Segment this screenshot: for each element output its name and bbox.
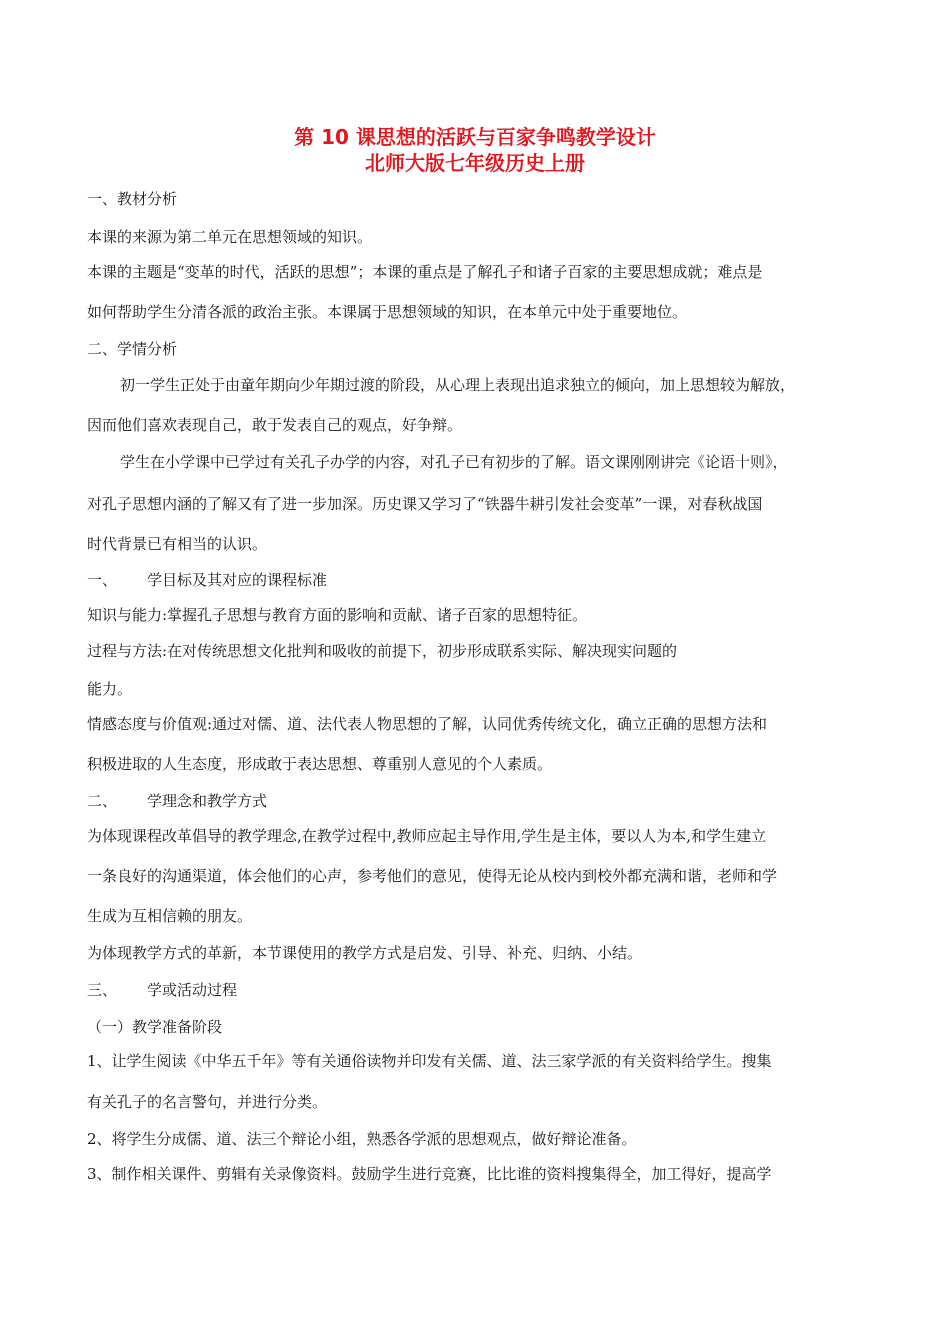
- section-number: 二、: [87, 792, 118, 810]
- document-title-line-1: 第 10 课思想的活跃与百家争鸣教学设计: [294, 125, 656, 149]
- section-heading-5: [87, 980, 237, 1000]
- section-heading-2: 二、学情分析: [87, 340, 178, 358]
- paragraph-line: 一条良好的沟通渠道，体会他们的心声，参考他们的意见，使得无论从校内到校外都充满和谐，老师和学: [87, 867, 778, 885]
- subsection-heading: （一）教学准备阶段: [87, 1018, 223, 1036]
- paragraph-line: 过程与方法:在对传统思想文化批判和吸收的前提下，初步形成联系实际、解决现实问题的: [87, 642, 678, 660]
- paragraph-line: 2、将学生分成儒、道、法三个辩论小组，熟悉各学派的思想观点，做好辩论准备。: [87, 1130, 637, 1148]
- paragraph-line: 本课的主题是“变革的时代，活跃的思想”；本课的重点是了解孔子和诸子百家的主要思想成就；难点是: [87, 263, 763, 281]
- document-title-line-2: 北师大版七年级历史上册: [365, 151, 585, 175]
- paragraph-line: 学生在小学课中已学过有关孔子办学的内容，对孔子已有初步的了解。语文课刚刚讲完《论语十则》，: [120, 453, 788, 471]
- paragraph-line: 如何帮助学生分清各派的政治主张。本课属于思想领域的知识，在本单元中处于重要地位。: [87, 303, 688, 321]
- paragraph-line: 为体现教学方式的革新，本节课使用的教学方式是启发、引导、补充、归纳、小结。: [87, 944, 643, 962]
- paragraph-line: 情感态度与价值观:通过对儒、道、法代表人物思想的了解，认同优秀传统文化，确立正确的思想方法和: [87, 715, 768, 733]
- paragraph-line: 有关孔子的名言警句，并进行分类。: [87, 1093, 328, 1111]
- section-number: 一、: [87, 571, 118, 589]
- paragraph-line: 3、制作相关课件、剪辑有关录像资料。鼓励学生进行竞赛，比比谁的资料搜集得全，加工得好，提高学: [87, 1165, 772, 1183]
- paragraph-line: 时代背景已有相当的认识。: [87, 535, 268, 553]
- section-heading-3: [87, 570, 327, 590]
- paragraph-line: 本课的来源为第二单元在思想领域的知识。: [87, 228, 373, 246]
- section-heading-text: 学理念和教学方式: [147, 792, 268, 810]
- section-heading-text: 学目标及其对应的课程标准: [147, 571, 328, 589]
- paragraph-line: 能力。: [87, 680, 133, 698]
- paragraph-line: 1、让学生阅读《中华五千年》等有关通俗读物并印发有关儒、道、法三家学派的有关资料给学生。搜集: [87, 1052, 772, 1070]
- paragraph-line: 初一学生正处于由童年期向少年期过渡的阶段，从心理上表现出追求独立的倾向，加上思想较为解放，: [120, 376, 796, 394]
- paragraph-line: 积极进取的人生态度，形成敢于表达思想、尊重别人意见的个人素质。: [87, 755, 553, 773]
- paragraph-line: 知识与能力:掌握孔子思想与教育方面的影响和贡献、诸子百家的思想特征。: [87, 606, 588, 624]
- section-heading-1: 一、教材分析: [87, 190, 178, 208]
- section-heading-4: [87, 791, 267, 811]
- paragraph-line: 对孔子思想内涵的了解又有了进一步加深。历史课又学习了“铁器牛耕引发社会变革”一课，对春秋战国: [87, 495, 763, 513]
- paragraph-line: 因而他们喜欢表现自己，敢于发表自己的观点，好争辩。: [87, 416, 463, 434]
- paragraph-line: 为体现课程改革倡导的教学理念,在教学过程中,教师应起主导作用,学生是主体，要以人为本,和学生建立: [87, 827, 767, 845]
- section-heading-text: 学或活动过程: [147, 981, 238, 999]
- section-number: 三、: [87, 981, 118, 999]
- paragraph-line: 生成为互相信赖的朋友。: [87, 907, 253, 925]
